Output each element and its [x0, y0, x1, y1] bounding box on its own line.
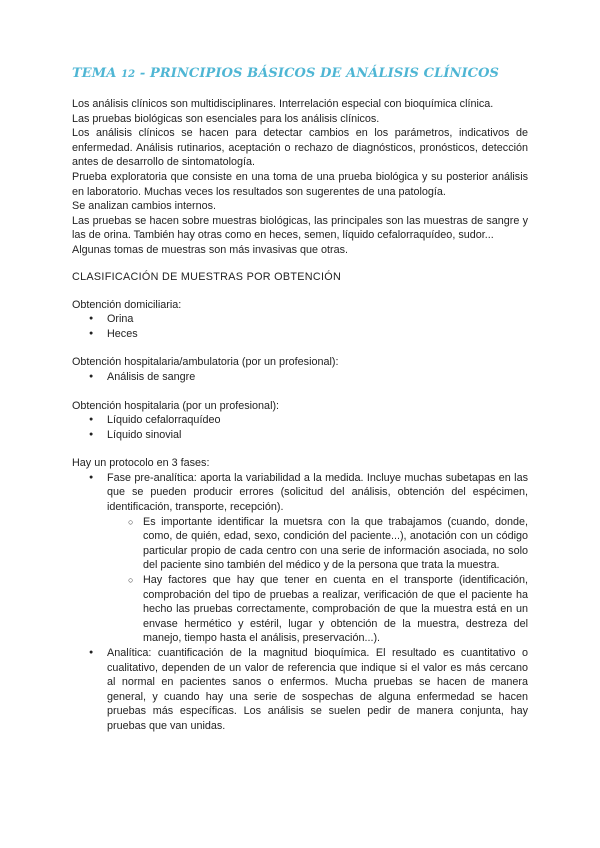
- title-prefix: TEMA: [72, 66, 117, 81]
- intro-paragraph: Las pruebas se hacen sobre muestras biológicas, las principales son las muestras de sangre y las de orina. También hay otras como en heces, semen, líquido cefalorraquídeo, sudor...: [72, 214, 528, 242]
- phase-subitem: ○ Hay factores que hay que tener en cuenta en el transporte (identificación, comprobación del tipo de pruebas a realizar, verificación de que el paciente ha hecho las pruebas correctamente, comprobación de que la muestra está en un envase hermético y estéril, lugar y obtención de la muestra, destreza del manejo, tiempo hasta el análisis, preservación...).: [107, 573, 528, 646]
- intro-paragraph: Los análisis clínicos son multidisciplinares. Interrelación especial con bioquímica clínica.: [72, 98, 494, 110]
- phase-subitem: ○ Es importante identificar la muetsra con la que trabajamos (cuando, donde, como, de quién, edad, sexo, condición del paciente...), anotación con un código particular propio de cada centro con una serie de información asociada, no solo del paciente sino también del médico y de la persona que trata la muestra.: [107, 515, 528, 573]
- document-page: [72, 66, 528, 734]
- intro-paragraph: Las pruebas biológicas son esenciales para los análisis clínicos.: [72, 112, 380, 125]
- intro-paragraph: Algunas tomas de muestras son más invasivas que otras.: [72, 243, 349, 256]
- phases-list: [72, 471, 528, 734]
- phase-item: [72, 646, 528, 734]
- phase-subitems: [107, 515, 528, 646]
- hospitalaria-label: Obtención hospitalaria (por un profesional):: [72, 399, 280, 412]
- phase-text: Fase pre-analítica: aporta la variabilidad a la medida. Incluye muchas subetapas en las que se pueden producir errores (solicitud del análisis, obtención del espécimen, identificación, transporte, recepción).: [107, 471, 528, 514]
- intro-paragraph: Los análisis clínicos se hacen para detectar cambios en los parámetros, indicativos de enfermedad. Análisis rutinarios, aceptación o rechazo de diagnósticos, pronósticos, detección antes de desarrollo de sintomatología.: [72, 127, 528, 169]
- list-item: ● Heces: [72, 327, 528, 342]
- list-item: ● Análisis de sangre: [72, 370, 528, 385]
- domiciliaria-list: [72, 312, 528, 341]
- phase-item: [72, 471, 528, 646]
- hospitalaria-ambulatoria-label: Obtención hospitalaria/ambulatoria (por un profesional):: [72, 356, 339, 369]
- intro-paragraph: Prueba exploratoria que consiste en una toma de una prueba biológica y su posterior análisis en laboratorio. Muchas veces los resultados son sugerentes de una patología.: [72, 170, 528, 198]
- page-title: [72, 66, 528, 81]
- hospitalaria-ambulatoria-list: [72, 370, 528, 385]
- phase-text: Analítica: cuantificación de la magnitud bioquímica. El resultado es cuantitativo o cualitativo, dependen de un valor de referencia que indique si el valor es más cercano al normal en pacientes sanos o enfermos. Mucha pruebas se hacen de manera general, y cuando hay una serie de sospechas de alguna enfermedad se hacen pruebas más específicas. Los análisis se suelen pedir de manera conjunta, hay pruebas que van unidas.: [107, 647, 528, 732]
- hospitalaria-list: [72, 413, 528, 442]
- title-number: 12: [121, 69, 136, 80]
- list-item: ● Orina: [72, 312, 528, 327]
- title-rest: - PRINCIPIOS BÁSICOS DE ANÁLISIS CLÍNICOS: [135, 66, 500, 81]
- domiciliaria-label: Obtención domiciliaria:: [72, 298, 182, 311]
- section-heading: CLASIFICACIÓN DE MUESTRAS POR OBTENCIÓN: [72, 270, 342, 283]
- list-item: ● Líquido sinovial: [72, 428, 528, 443]
- list-item: ● Líquido cefalorraquídeo: [72, 413, 528, 428]
- protocol-intro: Hay un protocolo en 3 fases:: [72, 457, 210, 470]
- intro-paragraph: Se analizan cambios internos.: [72, 200, 217, 213]
